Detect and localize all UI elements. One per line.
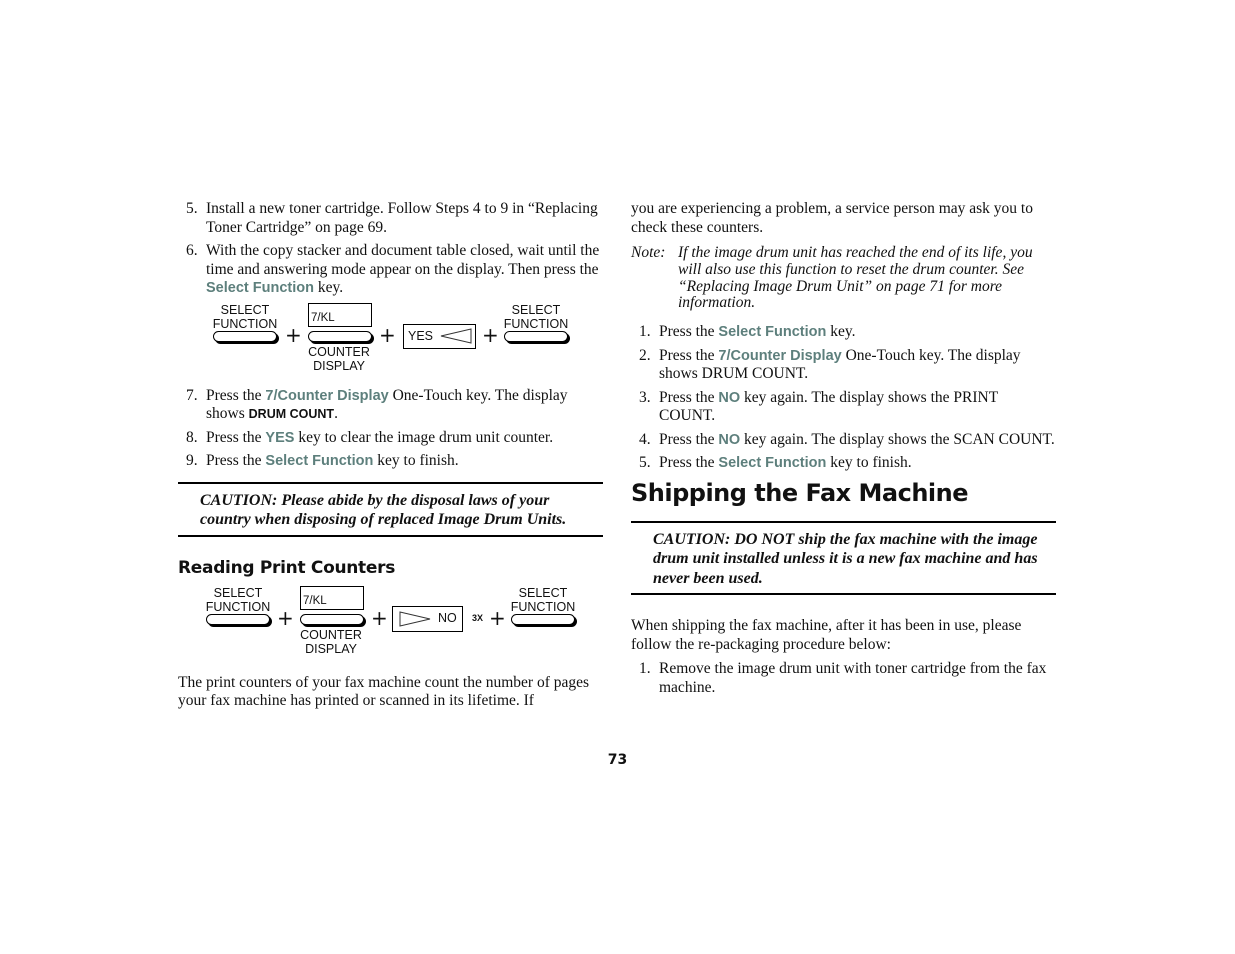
key-sequence-diagram-1: SELECT FUNCTION + 7/KL COUNTER DISPLAY + YES + SELECT FUNCTION [212, 302, 569, 373]
key-name: NO [718, 389, 741, 406]
onetouch-key-base [308, 331, 372, 342]
drum-steps-list [178, 200, 603, 298]
step-5: 5. Install a new toner cartridge. Follow Steps 4 to 9 in “Replacing Toner Cartridge” on page 69. [186, 200, 598, 236]
left-column [178, 200, 603, 711]
step-6: 6. With the copy stacker and document table closed, wait until the time and answering mode appear on the display. Then press the Select Function key. [186, 242, 600, 296]
key-name: Select Function [718, 324, 827, 341]
step-1: 1. Press the Select Function key. [639, 323, 856, 341]
caution-disposal: CAUTION: Please abide by the disposal laws of your country when disposing of replaced Image Drum Units. [178, 482, 603, 537]
caution-shipping: CAUTION: DO NOT ship the fax machine with the image drum unit installed unless it is a new fax machine and has never been used. [631, 521, 1056, 596]
step-8: 8. Press the YES key to clear the image drum unit counter. [186, 428, 554, 446]
step-4: 4. Press the NO key again. The display shows the SCAN COUNT. [639, 430, 1055, 448]
right-arrow-icon [399, 611, 431, 627]
key-name: NO [718, 431, 741, 448]
select-function-key-graphic [213, 331, 277, 342]
key-name: YES [265, 429, 295, 446]
key-name: Select Function [718, 455, 827, 472]
shipping-step-1: 1. Remove the image drum unit with toner cartridge from the fax machine. [639, 660, 1047, 696]
page-number: 73 [607, 752, 628, 768]
key-name: 7/Counter Display [718, 347, 842, 364]
select-function-key-graphic [206, 614, 270, 625]
note-label: Note: [631, 244, 666, 261]
step-3: 3. Press the NO key again. The display shows the PRINT COUNT. [639, 388, 998, 425]
onetouch-key-base [300, 614, 364, 625]
key-name: Select Function [206, 280, 314, 296]
section-heading: Reading Print Counters [178, 557, 396, 578]
onetouch-key-graphic: 7/KL [300, 586, 364, 610]
shipping-steps-list [631, 660, 1056, 697]
drum-steps-list-cont [178, 387, 603, 471]
counter-steps-list [631, 323, 1056, 473]
section-heading: Shipping the Fax Machine [631, 478, 968, 507]
key-name: Select Function [265, 453, 374, 469]
note: Note: If the image drum unit has reached the end of its life, you will also use this function to reset the drum counter. See “Replacing Image Drum Unit” on page 71 for more information. [631, 244, 1033, 312]
right-column [631, 200, 1056, 702]
yes-key-graphic: YES [403, 324, 476, 349]
display-text: DRUM COUNT [248, 407, 335, 421]
body-paragraph: The print counters of your fax machine count the number of pages your fax machine has printed or scanned in its lifetime. If [178, 673, 590, 709]
step-9: 9. Press the Select Function key to finish. [186, 452, 459, 469]
step-7: 7. Press the 7/Counter Display One-Touch key. The display shows DRUM COUNT. [186, 386, 568, 422]
step-2: 2. Press the 7/Counter Display One-Touch key. The display shows DRUM COUNT. [639, 346, 1021, 383]
key-name: 7/Counter Display [265, 387, 389, 404]
select-function-key-graphic [504, 331, 568, 342]
onetouch-key-graphic: 7/KL [308, 303, 372, 327]
no-key-graphic: NO [392, 606, 463, 632]
step-5: 5. Press the Select Function key to finish. [639, 454, 912, 472]
repeat-count: 3X [472, 612, 484, 623]
left-arrow-icon [440, 328, 472, 344]
body-paragraph: When shipping the fax machine, after it has been in use, please follow the re-packaging procedure below: [631, 617, 1022, 653]
key-sequence-diagram-2: SELECT FUNCTION + 7/KL COUNTER DISPLAY + NO 3X + SELECT FUNCTION [205, 585, 576, 656]
select-function-key-graphic [511, 614, 575, 625]
body-paragraph: you are experiencing a problem, a service person may ask you to check these counters. [631, 200, 1033, 236]
